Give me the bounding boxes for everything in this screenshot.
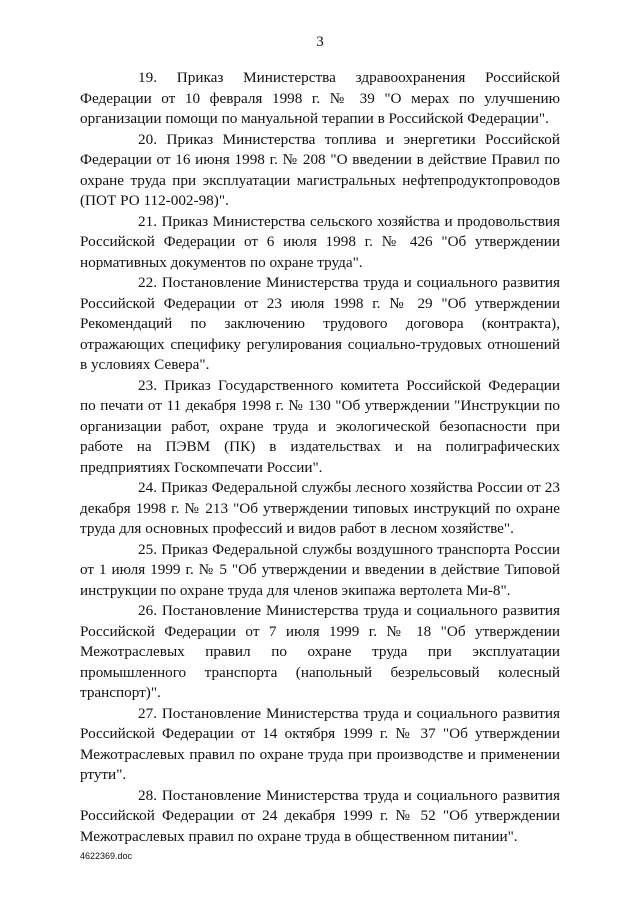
item-number: 19. (138, 69, 157, 86)
item-text: Приказ Государственного комитета Российской Федерации по печати от 11 декабря 1998 г. № 130 "Об утверждении "Инструкции по организации работ, охране труда и экологической безопасности при работе на ПЭВМ (ПК) в издательствах и на полиграфических предприятиях Госкомпечати России". (80, 376, 560, 476)
item-number: 24. (138, 479, 157, 496)
item-number: 27. (138, 704, 157, 722)
item-text: Постановление Министерства труда и социального развития Российской Федерации от 14 октября 1999 г. № 37 "Об утверждении Межотраслевых правил по охране труда при производстве и применении ртути". (80, 704, 560, 783)
list-item (80, 704, 560, 786)
item-number: 26. (138, 602, 157, 619)
list-item (80, 786, 560, 848)
item-number: 28. (138, 786, 157, 804)
list-item (80, 540, 560, 602)
item-text: Постановление Министерства труда и социального развития Российской Федерации от 23 июля 1998 г. № 29 "Об утверждении Рекомендаций по заключению трудового договора (контракта), отражающих специфику регулирования социально-трудовых отношений в условиях Севера". (80, 274, 560, 373)
item-number: 23. (138, 376, 157, 394)
list-item (80, 68, 560, 130)
list-item (80, 130, 560, 212)
item-number: 21. (138, 212, 157, 230)
item-text: Приказ Федеральной службы воздушного транспорта России от 1 июля 1999 г. № 5 "Об утверждении и введении в действие Типовой инструкции по охране труда для членов экипажа вертолета Ми-8". (80, 540, 561, 599)
item-number: 25. (138, 540, 157, 558)
list-item (80, 376, 560, 479)
item-number: 20. (138, 130, 157, 148)
item-text: Приказ Федеральной службы лесного хозяйства России от 23 декабря 1998 г. № 213 "Об утверждении типовых инструкций по охране труда для основных профессий и видов работ в лесном хозяйстве". (80, 479, 560, 537)
document-body (80, 68, 560, 847)
list-item (80, 273, 560, 376)
item-text: Постановление Министерства труда и социального развития Российской Федерации от 7 июля 1999 г. № 18 "Об утверждении Межотраслевых правил по охране труда при эксплуатации промышленного транспорта (напольный безрельсовый колесный транспорт)". (80, 602, 560, 701)
item-text: Приказ Министерства сельского хозяйства и продовольствия Российской Федерации от 6 июля 1998 г. № 426 "Об утверждении нормативных документов по охране труда". (80, 212, 561, 271)
list-item (80, 212, 560, 274)
page-number: 3 (316, 34, 324, 50)
list-item (80, 601, 560, 704)
list-item (80, 478, 560, 540)
item-text: Приказ Министерства здравоохранения Российской Федерации от 10 февраля 1998 г. № 39 "О мерах по улучшению организации помощи по мануальной терапии в Российской Федерации". (80, 69, 560, 127)
item-number: 22. (138, 274, 157, 291)
item-text: Постановление Министерства труда и социального развития Российской Федерации от 24 декабря 1999 г. № 52 "Об утверждении Межотраслевых правил по охране труда в общественном питании". (80, 786, 560, 845)
item-text: Приказ Министерства топлива и энергетики Российской Федерации от 16 июня 1998 г. № 208 "О введении в действие Правил по охране труда при эксплуатации магистральных нефтепродуктопроводов (ПОТ РО 112-002-98)". (80, 130, 560, 209)
document-file-code: 4622369.doc (80, 851, 133, 861)
